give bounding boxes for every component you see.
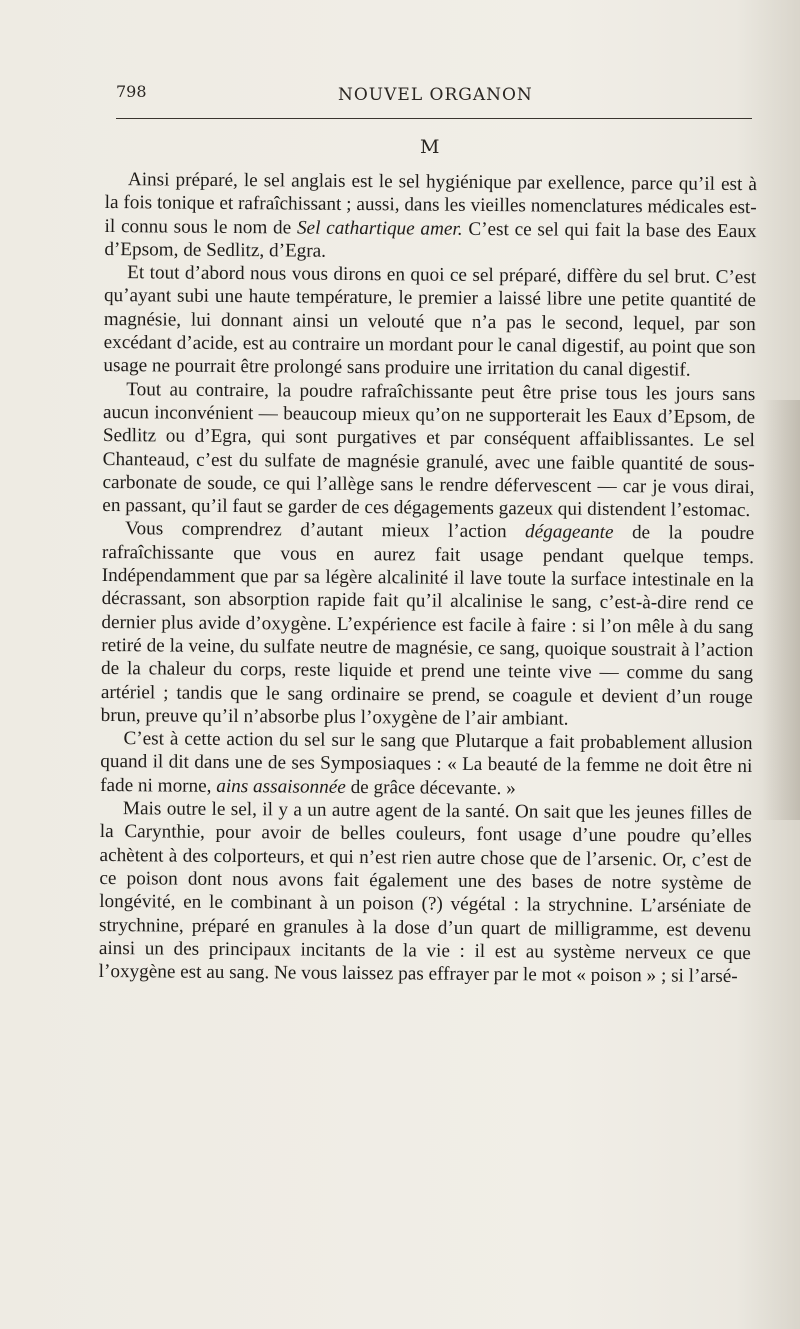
paragraph-text: C’est à cette action du sel sur le sang que Plutarque a fait probablement allusion quand il dit dans une de ses Symposiaques : « La beauté de la femme ne doit être ni fade ni morne, [100, 728, 753, 797]
paragraph-text: Ainsi préparé, le sel anglais est le sel hygiénique par exellence, parce qu’il est à la fois tonique et rafraîchissant ; aussi, dans les vieilles nomenclatures médicales est-il connu sous le nom de [104, 169, 757, 239]
paragraph [103, 261, 756, 383]
paragraph [101, 517, 755, 732]
paragraph [99, 797, 752, 988]
paragraph [104, 168, 757, 266]
paragraph [100, 727, 753, 802]
paragraph-text: Mais outre le sel, il y a un autre agent de la santé. On sait que les jeunes filles de la Carynthie, pour avoir de belles couleurs, font usage d’une poudre qu’elles achètent à des colporteurs, et qui n’est rien autre chose que de l’arsenic. Or, c’est de ce poison dont nous avons fait également une des bases de notre système de longévité, en le combinant à un poison (?) végétal : la strychnine. L’arséniate de strychnine, préparé en granules à la dose d’un quart de milligramme, est devenu ainsi un des principaux incitants de la vie : il est au système nerveux ce que l’oxygène est au sang. Ne vous laissez pas effrayer par le mot « poison » ; si l’arsé- [98, 798, 753, 988]
paragraph-text: C’est ce sel qui fait la base des Eaux d’Epsom, de Sedlitz, d’Egra. [104, 218, 757, 262]
header-rule [116, 118, 752, 119]
body-text [99, 168, 757, 988]
paragraph [102, 378, 755, 523]
running-title: NOUVEL ORGANON [338, 85, 533, 105]
italic-text: dégageante [524, 521, 614, 544]
section-letter: M [420, 136, 440, 158]
paragraph-text: Tout au contraire, la poudre rafraîchissante peut être prise tous les jours sans aucun inconvénient — beaucoup mieux qu’on ne supporterait les Eaux d’Epsom, de Sedlitz ou d’Egra, qui sont purgatives et par conséquent affaiblissantes. Le sel Chanteaud, c’est du sulfate de magnésie granulé, avec une faible quantité de sous-carbonate de soude, ce qui l’allège sans le rendre défervescent — car je vous dirai, en passant, qu’il faut se garder de ces dégagements gazeux qui distendent l’estomac. [102, 378, 756, 522]
paragraph-text: de la poudre rafraîchissante que vous en aurez fait usage pendant quelque temps. Indépendamment que par sa légère alcalinité il lave toute la surface intestinale en la décrassant, son absorption rapide fait qu’il alcalinise le sang, c’est-à-dire rend ce dernier plus avide d’oxygène. L’expérience est facile à faire : si l’on mêle à du sang retiré de la veine, du sulfate neutre de magnésie, ce sang, quoique soustrait à l’action de la chaleur du corps, reste liquide et prend une teinte vive — comme du sang artériel ; tandis que le sang ordinaire se prend, se coagule et devient d’un rouge brun, preuve qu’il n’absorbe plus l’oxygène de l’air ambiant. [100, 522, 755, 730]
paragraph-text: Et tout d’abord nous vous dirons en quoi ce sel préparé, diffère du sel brut. C’est qu’ayant subi une haute température, le premier a laissé libre une petite quantité de magnésie, lui donnant ainsi un velouté que n’a pas le second, lequel, par son excédant d’acide, est au contraire un mordant pour le canal digestif, au point que son usage ne pourrait être prolongé sans produire une irritation du canal digestif. [103, 262, 757, 381]
page-edge-shadow [762, 400, 800, 820]
paragraph-text: de grâce décevante. » [345, 776, 516, 799]
page-number: 798 [116, 82, 147, 101]
paragraph-text: Vous comprendrez d’autant mieux l’action [125, 518, 526, 543]
italic-text: Sel cathartique amer. [296, 217, 463, 240]
italic-text: ains assaisonnée [216, 775, 346, 798]
running-header [116, 82, 752, 112]
